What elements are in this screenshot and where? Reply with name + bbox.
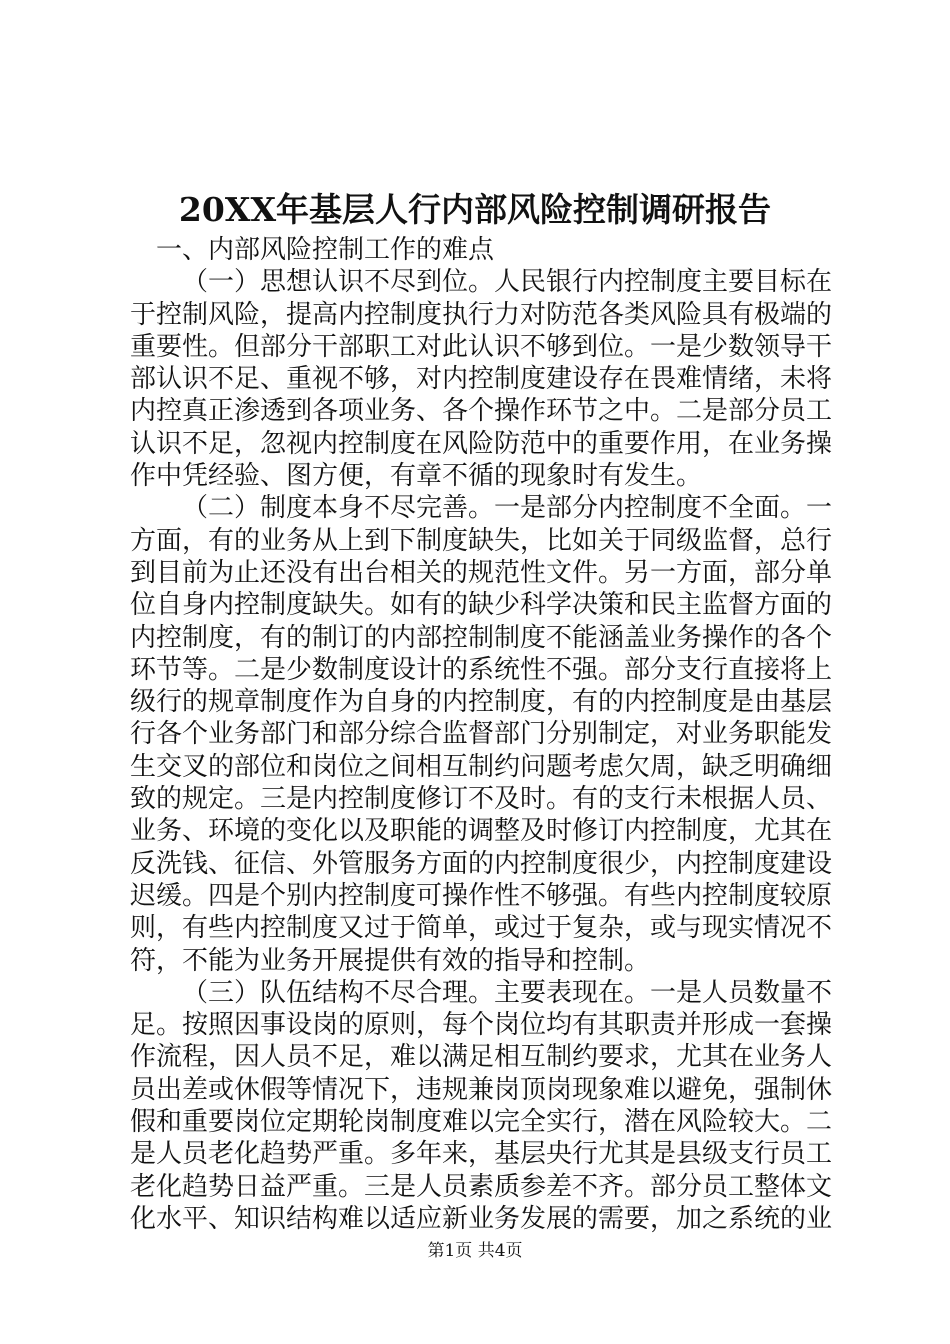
paragraph-3: （三）队伍结构不尽合理。主要表现在。一是人员数量不足。按照因事设岗的原则，每个岗位均有其职责并形成一套操作流程，因人员不足，难以满足相互制约要求，尤其在业务人员出差或休假等情况下，违规兼岗顶岗现象难以避免，强制休假和重要岗位定期轮岗制度难以完全实行，潜在风险较大。二是人员老化趋势严重。多年来，基层央行尤其是县级支行员工老化趋势日益严重。三是人员素质参差不齐。部分员工整体文化水平、知识结构难以适应新业务发展的需要，加之系统的业 bbox=[130, 977, 833, 1234]
document-title: 20XX年基层人行内部风险控制调研报告 bbox=[178, 190, 772, 229]
paragraph-2: （二）制度本身不尽完善。一是部分内控制度不全面。一方面，有的业务从上到下制度缺失，比如关于同级监督，总行到目前为止还没有出台相关的规范性文件。另一方面，部分单位自身内控制度缺失。如有的缺少科学决策和民主监督方面的内控制度，有的制订的内部控制制度不能涵盖业务操作的各个环节等。二是少数制度设计的系统性不强。部分支行直接将上级行的规章制度作为自身的内控制度，有的内控制度是由基层行各个业务部门和部分综合监督部门分别制定，对业务职能发生交叉的部位和岗位之间相互制约问题考虑欠周，缺乏明确细致的规定。三是内控制度修订不及时。有的支行未根据人员、业务、环境的变化以及职能的调整及时修订内控制度，尤其在反洗钱、征信、外管服务方面的内控制度很少，内控制度建设迟缓。四是个别内控制度可操作性不够强。有些内控制度较原则，有些内控制度又过于简单，或过于复杂，或与现实情况不符，不能为业务开展提供有效的指导和控制。 bbox=[130, 493, 833, 976]
document-body bbox=[130, 234, 832, 1235]
page-number-footer: 第1页 共4页 bbox=[427, 1241, 523, 1261]
paragraph-1: （一）思想认识不尽到位。人民银行内控制度主要目标在于控制风险，提高内控制度执行力对防范各类风险具有极端的重要性。但部分干部职工对此认识不够到位。一是少数领导干部认识不足、重视不够，对内控制度建设存在畏难情绪，未将内控真正渗透到各项业务、各个操作环节之中。二是部分员工认识不足，忽视内控制度在风险防范中的重要作用，在业务操作中凭经验、图方便，有章不循的现象时有发生。 bbox=[130, 267, 833, 492]
section-heading: 一、内部风险控制工作的难点 bbox=[156, 235, 495, 265]
